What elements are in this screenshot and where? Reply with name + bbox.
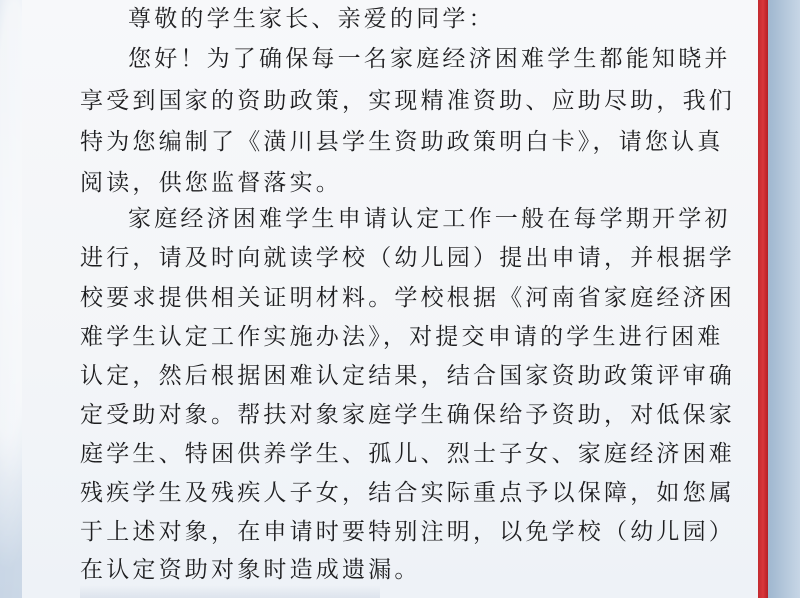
paragraph1-line2: 享受到国家的资助政策，实现精准资助、应助尽助，我们	[80, 88, 735, 114]
paragraph1-line1: 您好！为了确保每一名家庭经济困难学生都能知晓并	[128, 46, 731, 72]
paragraph2-line2: 进行，请及时向就读学校（幼儿园）提出申请，并根据学	[80, 245, 735, 271]
cropped-next-line	[80, 585, 380, 598]
paragraph2-line6: 定受助对象。帮扶对象家庭学生确保给予资助，对低保家	[80, 402, 735, 428]
red-border-stripe	[758, 0, 768, 598]
paragraph2-line7: 庭学生、特困供养学生、孤儿、烈士子女、家庭经济困难	[80, 441, 735, 467]
paragraph2-line1: 家庭经济困难学生申请认定工作一般在每学期开学初	[128, 206, 731, 232]
paragraph2-line10: 在认定资助对象时造成遗漏。	[80, 557, 421, 583]
greeting: 尊敬的学生家长、亲爱的同学：	[128, 6, 495, 32]
sky-background-right	[768, 0, 800, 598]
paragraph1-line3: 特为您编制了《潢川县学生资助政策明白卡》，请您认真	[80, 129, 724, 155]
paragraph2-line8: 残疾学生及残疾人子女，结合实际重点予以保障，如您属	[80, 480, 735, 506]
paragraph2-line9: 于上述对象，在申请时要特别注明，以免学校（幼儿园）	[80, 519, 735, 545]
paragraph2-line5: 认定，然后根据困难认定结果，结合国家资助政策评审确	[80, 363, 735, 389]
paragraph2-line3: 校要求提供相关证明材料。学校根据《河南省家庭经济困	[80, 285, 735, 311]
paragraph1-line4: 阅读，供您监督落实。	[80, 170, 342, 196]
paragraph2-line4: 难学生认定工作实施办法》，对提交申请的学生进行困难	[80, 324, 724, 350]
